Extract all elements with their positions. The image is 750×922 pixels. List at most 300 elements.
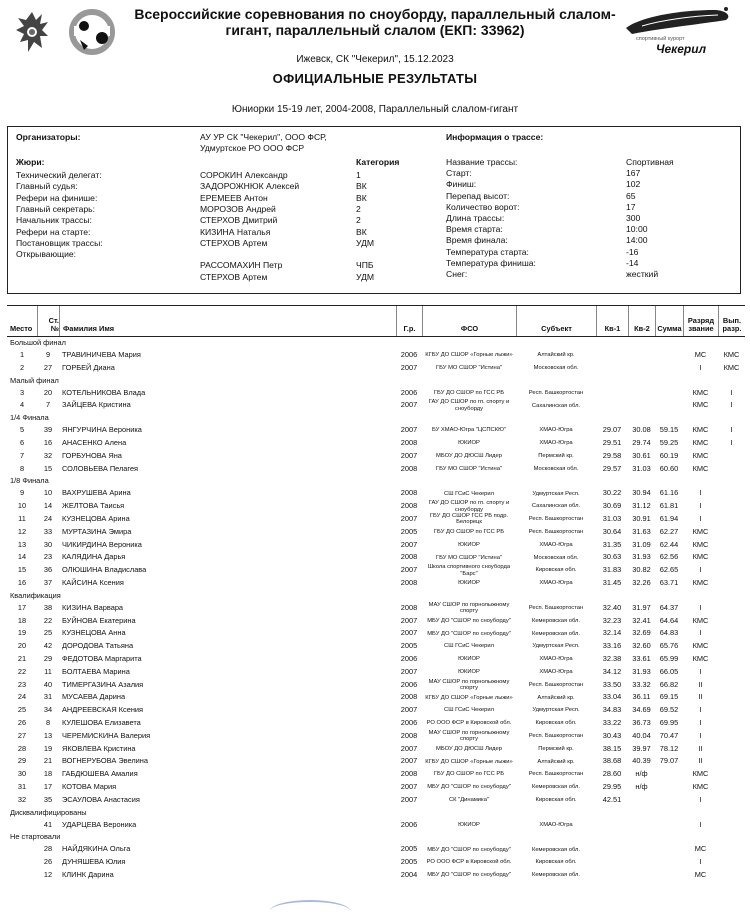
cell-place: 2 [19, 362, 25, 372]
cell-sum: 69.15 [659, 692, 679, 702]
cell-place: 21 [17, 653, 27, 663]
track-value: жесткий [626, 269, 659, 279]
cell-run1: 32.14 [602, 628, 622, 638]
cell-fso: СК "Динамика" [449, 797, 489, 803]
cell-rank: I [699, 794, 702, 804]
cell-name: КУЗНЕЦОВА Арина [62, 513, 130, 523]
track-label: Название трассы: [446, 157, 518, 167]
cell-start-number: 8 [45, 717, 51, 727]
cell-start-number: 9 [45, 350, 51, 359]
cell-name: ЭСАУЛОВА Анастасия [62, 794, 140, 804]
cell-name: ЯКОВЛЕВА Кристина [62, 743, 136, 753]
cell-subject: ХМАО-Югра [539, 440, 573, 447]
table-row [7, 819, 745, 832]
table-row [7, 794, 745, 807]
official-category: УДМ [356, 237, 375, 248]
cell-run1: 33.04 [602, 692, 622, 702]
table-row [7, 564, 745, 577]
cell-rank: I [699, 717, 702, 727]
section-title: Малый финал [10, 375, 59, 385]
cell-rank: I [699, 628, 702, 638]
track-label: Длина трассы: [446, 213, 505, 223]
cell-run1: 28.60 [602, 769, 622, 779]
cell-subject: Московская обл. [533, 465, 579, 472]
cell-subject: Московская обл. [533, 554, 579, 561]
cell-subject: Кемеровская обл. [531, 630, 581, 637]
table-row [7, 399, 745, 412]
table-row [7, 450, 745, 463]
cell-fso: ГАУ ДО СШОР по гп. спорту и сноуборду [428, 500, 510, 513]
cell-run2: 29.74 [632, 437, 651, 447]
cell-place: 17 [17, 602, 27, 612]
official-category: 2 [356, 203, 361, 214]
cell-year: 2008 [400, 552, 418, 562]
cell-new-rank: КМС [723, 362, 740, 372]
cell-run1: 38.15 [602, 743, 622, 753]
cell-subject: ХМАО-Югра [539, 669, 573, 676]
col-fso: ФСО [422, 306, 516, 336]
cell-sum: 61.16 [659, 488, 679, 498]
cell-fso: МБОУ ДО ДЮСШ Лидер [436, 453, 502, 460]
fsr-logo-icon [72, 12, 112, 52]
table-row [7, 500, 745, 513]
cell-start-number: 20 [43, 387, 53, 397]
cell-fso: ЮКИОР [458, 821, 480, 828]
cell-sum: 59.25 [659, 437, 679, 447]
cell-place: 1 [19, 350, 25, 359]
cell-new-rank: КМС [723, 350, 740, 359]
cell-name: ЯНГУРЧИНА Вероника [62, 425, 142, 435]
cell-subject: Алтайский кр. [537, 758, 575, 765]
official-name: СТЕРХОВ Артем [200, 237, 268, 248]
table-body [7, 337, 745, 882]
cell-rank: I [699, 705, 702, 715]
cell-name: АНАСЕНКО Алена [62, 437, 127, 447]
cell-place: 18 [17, 615, 27, 625]
table-row [7, 526, 745, 539]
track-label: Старт: [446, 168, 472, 179]
cell-rank: I [699, 730, 702, 740]
cell-fso: МБУ ДО "СШОР по сноуборду" [427, 784, 511, 791]
cell-new-rank: I [730, 425, 733, 435]
track-label: Финиш: [446, 179, 477, 190]
cell-place: 27 [17, 730, 27, 740]
cell-fso: СШ ГСиС Чекерил [444, 643, 494, 650]
cell-run2: 31.09 [632, 539, 651, 549]
cell-run1: 30.22 [602, 488, 622, 498]
cell-place: 16 [17, 577, 27, 587]
cell-rank: II [698, 692, 703, 702]
cell-rank: КМС [692, 769, 709, 779]
track-value: 17 [626, 201, 636, 212]
cell-year: 2007 [400, 615, 418, 625]
table-row [7, 781, 745, 794]
official-name: РАССОМАХИН Петр [200, 260, 283, 271]
cell-rank: I [699, 666, 702, 676]
cell-place: 5 [19, 425, 25, 435]
cell-start-number: 41 [43, 819, 53, 829]
cell-run2: 31.03 [632, 463, 651, 473]
cell-fso: ГБУ ДО СШОР по ГСС РБ [433, 771, 505, 778]
cell-sum: 63.71 [659, 577, 679, 587]
cell-rank: КМС [692, 781, 709, 791]
cell-subject: ХМАО-Югра [539, 541, 573, 548]
cell-start-number: 40 [43, 679, 53, 689]
track-label: Температура финиша: [446, 257, 536, 268]
cell-fso: КГБУ ДО СШОР «Горные лыжи» [425, 352, 513, 359]
chekeril-logo-name: Чекерил [656, 42, 707, 56]
official-role: Главный секретарь: [16, 203, 96, 214]
cell-name: КАЙСИНА Ксения [62, 577, 124, 587]
snowboard-icon [622, 6, 734, 36]
cell-start-number: 19 [43, 743, 53, 753]
track-value: 14:00 [626, 235, 648, 246]
cell-place: 25 [17, 705, 27, 715]
table-row [7, 424, 745, 437]
cell-rank: КМС [692, 437, 709, 447]
cell-subject: Алтайский кр. [537, 694, 575, 701]
cell-run1: 32.23 [602, 615, 622, 625]
cell-year: 2007 [400, 794, 418, 804]
cell-subject: Респ. Башкортостан [528, 733, 584, 740]
table-row [7, 627, 745, 640]
cell-sum: 62.65 [659, 565, 679, 575]
official-results-heading: ОФИЦИАЛЬНЫЕ РЕЗУЛЬТАТЫ [272, 71, 478, 86]
cell-run2: 36.73 [632, 717, 651, 727]
cell-place: 19 [17, 628, 27, 638]
track-value: -14 [626, 257, 639, 268]
official-name: ЕРЕМЕЕВ Антон [200, 192, 268, 203]
cell-year: 2008 [400, 602, 418, 612]
cell-start-number: 26 [43, 857, 53, 867]
cell-subject: Кемеровская обл. [531, 617, 581, 624]
cell-name: КЛИНК Дарина [62, 869, 114, 879]
table-row [7, 615, 745, 628]
eagle-emblem-icon [16, 12, 48, 52]
cell-run2: 30.91 [632, 513, 651, 523]
cell-sum: 69.52 [659, 705, 679, 715]
cell-fso: МБУ ДО "СШОР по сноуборду" [427, 872, 511, 879]
cell-place: 30 [17, 769, 27, 779]
official-category: 1 [356, 170, 361, 180]
official-role: Открывающие: [16, 249, 77, 260]
cell-year: 2007 [400, 425, 418, 435]
track-value: -16 [626, 246, 639, 257]
cell-run2: 30.94 [632, 488, 651, 498]
cell-year: 2007 [400, 781, 418, 791]
cell-start-number: 35 [43, 794, 53, 804]
cell-run2: 31.12 [632, 501, 651, 511]
cell-name: ТРАВИНИЧЕВА Мария [62, 350, 141, 359]
cell-fso: РО ООО ФСР в Кировской обл. [426, 859, 512, 866]
category-label: Категория [356, 157, 400, 167]
cell-run2: 30.08 [632, 425, 651, 435]
cell-name: КОТОВА Мария [62, 781, 117, 791]
cell-run2: 40.39 [632, 756, 651, 766]
table-header [7, 305, 745, 337]
cell-place: 13 [17, 539, 27, 549]
cell-fso: ГБУ МО СШОР "Истина" [435, 465, 503, 472]
cell-place: 11 [18, 513, 26, 523]
cell-fso: СШ ГСиС Чекерил [444, 707, 494, 714]
results-table [7, 305, 745, 882]
competition-info-box [7, 126, 741, 294]
cell-subject: ХМАО-Югра [539, 580, 573, 587]
table-row [7, 743, 745, 756]
cell-rank: I [699, 565, 702, 575]
cell-fso: КГБУ ДО СШОР «Горные лыжи» [425, 758, 513, 765]
cell-rank: II [698, 756, 703, 766]
cell-start-number: 36 [43, 565, 53, 575]
cell-name: ОЛЮШИНА Владислава [62, 565, 147, 575]
cell-start-number: 21 [43, 756, 53, 766]
cell-subject: Респ. Башкортостан [528, 389, 584, 396]
cell-sum: 64.64 [659, 615, 679, 625]
cell-name: ДОРОДОВА Татьяна [62, 641, 134, 651]
cell-fso: Школа спортивного сноуборда "Барс" [427, 564, 511, 577]
cell-subject: Удмуртская Респ. [532, 707, 580, 714]
cell-rank: КМС [692, 641, 709, 651]
cell-year: 2007 [400, 756, 418, 766]
cell-name: КИЗИНА Варвара [62, 602, 124, 612]
table-row [7, 602, 745, 615]
table-row [7, 691, 745, 704]
cell-start-number: 7 [45, 400, 51, 410]
cell-run1: 29.57 [602, 463, 622, 473]
cell-start-number: 13 [43, 730, 53, 740]
table-row [7, 437, 745, 450]
cell-year: 2007 [400, 705, 418, 715]
cell-year: 2007 [400, 539, 418, 549]
cell-fso: МБУ ДО "СШОР по сноуборду" [427, 630, 511, 637]
competition-title: Всероссийские соревнования по сноуборду, параллельный слалом-гигант, параллельный слалом (ЕКП: 33962) [134, 6, 616, 38]
table-row [7, 463, 745, 476]
col-subject: Субъект [516, 306, 596, 336]
cell-run2: 39.97 [632, 743, 651, 753]
cell-name: МУСАЕВА Дарина [62, 692, 126, 702]
cell-sum: 62.27 [659, 526, 679, 536]
cell-place: 20 [17, 641, 27, 651]
cell-run1: 33.22 [602, 717, 622, 727]
cell-start-number: 34 [43, 705, 53, 715]
track-value: 300 [626, 213, 641, 223]
cell-year: 2005 [400, 844, 418, 854]
section-title: Дисквалифицированы [10, 807, 87, 817]
cell-name: ЧЕРЕМИСКИНА Валерия [62, 730, 151, 740]
cell-fso: МБОУ ДО ДЮСШ Лидер [436, 745, 502, 752]
cell-fso: ЮКИОР [458, 669, 480, 676]
cell-name: МУРТАЗИНА Эмира [62, 526, 132, 536]
cell-run1: 29.58 [602, 450, 622, 460]
cell-rank: МС [694, 869, 707, 879]
cell-fso: ГБУ ДО СШОР ГСС РБ подр. Белорецк [429, 513, 509, 526]
cell-fso: ЮКИОР [458, 656, 480, 663]
col-start-number: Ст. № [37, 306, 59, 336]
cell-year: 2006 [400, 717, 418, 727]
cell-run1: 31.45 [602, 577, 622, 587]
cell-rank: I [699, 857, 702, 867]
cell-start-number: 17 [43, 781, 53, 791]
cell-name: ВАХРУШЕВА Арина [62, 488, 131, 498]
col-place: Место [10, 324, 33, 333]
cell-start-number: 38 [43, 602, 53, 612]
track-value: 10:00 [626, 224, 648, 235]
section-title: Большой финал [10, 338, 66, 347]
cell-rank: I [699, 602, 702, 612]
cell-run1: 29.07 [602, 425, 622, 435]
cell-year: 2007 [400, 666, 418, 676]
cell-name: ЧИКИРДИНА Вероника [62, 539, 142, 549]
cell-rank: КМС [692, 653, 709, 663]
cell-rank: II [698, 679, 703, 689]
cell-place: 12 [17, 526, 27, 536]
cell-subject: Алтайский кр. [537, 352, 575, 359]
cell-start-number: 42 [43, 641, 53, 651]
cell-name: КУЗНЕЦОВА Анна [62, 628, 126, 638]
cell-name: БУЙНОВА Екатерина [62, 615, 136, 625]
cell-run1: 34.12 [602, 666, 622, 676]
official-category: УДМ [356, 271, 375, 282]
cell-subject: Респ. Башкортостан [528, 605, 584, 612]
cell-rank: I [699, 501, 702, 511]
cell-sum: 65.99 [659, 653, 679, 663]
cell-subject: Респ. Башкортостан [528, 516, 584, 523]
cell-subject: ХМАО-Югра [539, 427, 573, 434]
cell-rank: I [699, 488, 702, 498]
cell-run1: 33.16 [602, 641, 622, 651]
cell-fso: ГБУ ДО СШОР по ГСС РБ [433, 529, 505, 536]
cell-run1: 38.68 [602, 756, 622, 766]
cell-year: 2007 [400, 743, 418, 753]
official-category: 2 [356, 215, 361, 226]
cell-start-number: 31 [43, 692, 53, 702]
section-title: Не стартовали [10, 832, 61, 842]
cell-run1: 30.43 [602, 730, 622, 740]
cell-start-number: 39 [43, 425, 53, 435]
cell-year: 2007 [400, 400, 418, 410]
official-role: Технический делегат: [16, 170, 102, 180]
cell-place: 22 [17, 666, 27, 676]
cell-name: СОЛОВЬЕВА Пелагея [62, 463, 139, 473]
cell-year: 2007 [400, 628, 418, 638]
table-row [7, 679, 745, 692]
cell-sum: 79.07 [659, 756, 679, 766]
cell-run1: 29.51 [602, 437, 622, 447]
cell-subject: Пермский кр. [538, 453, 574, 460]
cell-rank: КМС [692, 615, 709, 625]
cell-year: 2006 [400, 819, 418, 829]
cell-place: 10 [17, 501, 27, 511]
cell-start-number: 30 [43, 539, 53, 549]
cell-year: 2005 [400, 857, 418, 867]
section-title: Квалификация [10, 590, 61, 600]
cell-name: ВОГНЕРУБОВА Эвелина [62, 756, 148, 766]
cell-name: КАЛЯДИНА Дарья [62, 552, 126, 562]
cell-rank: КМС [692, 526, 709, 536]
cell-year: 2008 [400, 730, 418, 740]
cell-place: 32 [17, 794, 27, 804]
cell-subject: Сахалинская обл. [531, 402, 581, 409]
official-category: ВК [356, 181, 367, 192]
cell-subject: Сахалинская обл. [531, 503, 581, 510]
organizers-label: Организаторы: [16, 132, 81, 142]
cell-run1: 31.83 [602, 565, 622, 575]
cell-name: ЗАЙЦЕВА Кристина [62, 400, 131, 410]
cell-name: ФЕДОТОВА Маргарита [62, 653, 142, 663]
cell-run2: 33.32 [632, 679, 651, 689]
cell-sum: 70.47 [659, 730, 679, 740]
cell-new-rank: I [730, 437, 733, 447]
cell-rank: I [699, 819, 702, 829]
organizers-line1: АУ УР СК "Чекерил", ООО ФСР, [200, 132, 327, 142]
cell-subject: Респ. Башкортостан [528, 771, 584, 778]
col-new-rank: Вып. разр. [718, 306, 745, 336]
cell-year: 2007 [400, 513, 418, 523]
cell-subject: ХМАО-Югра [539, 821, 573, 828]
cell-sum: 64.37 [659, 602, 679, 612]
cell-rank: КМС [692, 463, 709, 473]
cell-run2: 32.69 [632, 628, 651, 638]
cell-rank: I [699, 513, 702, 523]
cell-run1: 34.83 [602, 705, 622, 715]
track-value: Спортивная [626, 157, 674, 167]
track-value: 65 [626, 190, 636, 201]
cell-place: 28 [17, 743, 27, 753]
table-row [7, 843, 745, 856]
cell-subject: Кировская обл. [535, 720, 577, 727]
col-year: Г.р. [396, 306, 422, 336]
cell-name: ГОРБЕЙ Диана [62, 362, 115, 372]
cell-fso: МБУ ДО "СШОР по сноуборду" [427, 617, 511, 624]
official-name: КИЗИНА Наталья [200, 226, 271, 237]
table-row [7, 387, 745, 400]
cell-name: ЖЕЛТОВА Таисья [62, 501, 125, 511]
cell-year: 2006 [400, 679, 418, 689]
cell-year: 2008 [400, 463, 418, 473]
official-name: СТЕРХОВ Артем [200, 271, 268, 282]
cell-name: НАЙДЯКИНА Ольга [62, 844, 131, 854]
cell-place: 26 [17, 717, 27, 727]
cell-rank: МС [694, 350, 707, 359]
cell-subject: Кемеровская обл. [531, 846, 581, 853]
cell-subject: Кировская обл. [535, 859, 577, 866]
organizers-line2: Удмуртское РО ООО ФСР [200, 143, 305, 153]
cell-fso: МАУ СШОР по горнолыжному спорту [428, 601, 510, 615]
cell-year: 2008 [400, 692, 418, 702]
cell-start-number: 14 [43, 501, 53, 511]
table-row [7, 487, 745, 500]
cell-fso: ГБУ ДО СШОР по ГСС РБ [433, 389, 505, 396]
cell-run2: 31.93 [632, 552, 651, 562]
cell-rank: КМС [692, 387, 709, 397]
col-run1: Кв-1 [596, 306, 628, 336]
cell-start-number: 18 [43, 769, 53, 779]
cell-run1: 32.40 [602, 602, 622, 612]
cell-run2: 32.26 [632, 577, 651, 587]
table-row [7, 551, 745, 564]
track-label: Снег: [446, 269, 468, 279]
cell-place: 23 [17, 679, 27, 689]
cell-year: 2006 [400, 350, 418, 359]
section-title: 1/8 Финала [10, 476, 49, 486]
col-rank: Разряд звание [683, 306, 718, 336]
table-row [7, 640, 745, 653]
cell-year: 2008 [400, 437, 418, 447]
cell-place: 8 [19, 463, 25, 473]
cell-run1: 42.51 [602, 794, 622, 804]
track-label: Время финала: [446, 235, 508, 246]
cell-start-number: 23 [43, 552, 53, 562]
